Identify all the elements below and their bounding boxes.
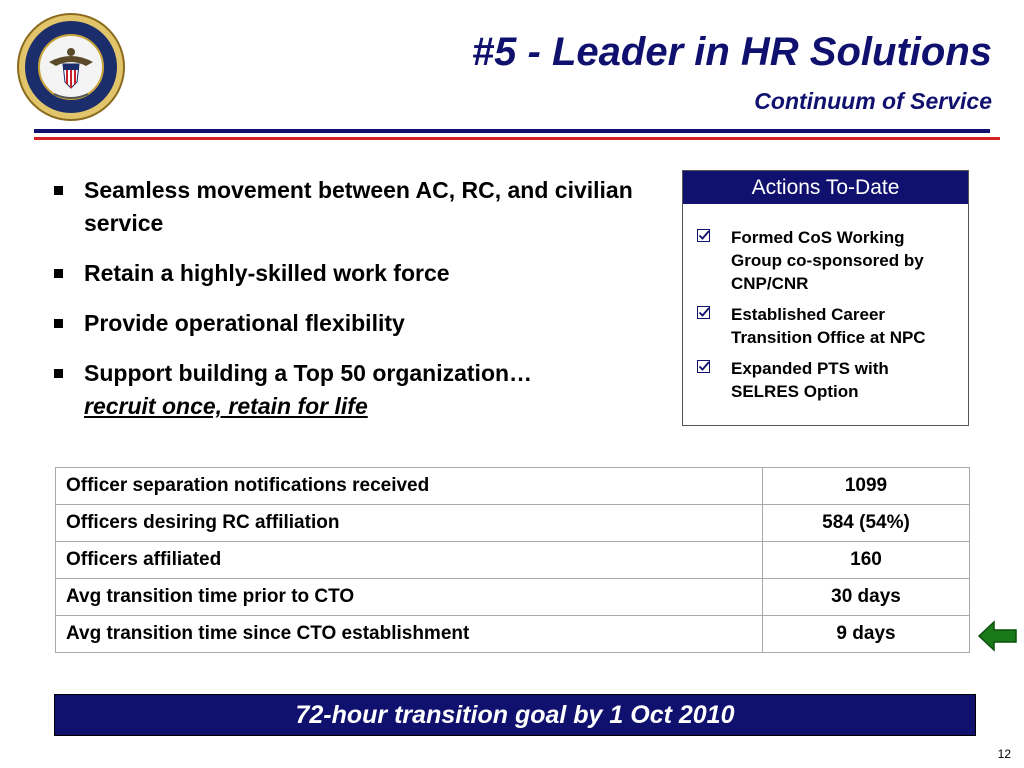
navy-seal-icon [16,12,126,122]
bullet-item [52,357,662,423]
stat-value: 584 (54%) [763,505,970,542]
actions-panel [682,170,969,426]
action-item [697,303,958,349]
table-row [56,579,970,616]
stat-value: 9 days [763,616,970,653]
table-row [56,542,970,579]
stat-value: 160 [763,542,970,579]
actions-header: Actions To-Date [683,171,968,204]
actions-list [683,204,968,403]
header-rule-red [34,137,1000,140]
bullet-square-icon [54,269,63,278]
table-row [56,616,970,653]
bullet-text: Provide operational flexibility [84,310,405,336]
stat-label: Avg transition time prior to CTO [56,579,763,616]
action-text: Formed CoS Working Group co-sponsored by CNP/CNR [731,228,924,293]
table-row [56,505,970,542]
bullet-square-icon [54,319,63,328]
bullet-item [52,257,662,290]
bullet-square-icon [54,369,63,378]
action-text: Established Career Transition Office at NPC [731,305,926,347]
stat-label: Officers affiliated [56,542,763,579]
slide-subtitle: Continuum of Service [754,88,992,114]
header-rule-blue [34,129,990,133]
table-row [56,468,970,505]
bullet-text: Retain a highly-skilled work force [84,260,450,286]
checkbox-checked-icon [697,229,710,242]
left-arrow-icon [978,620,1018,652]
page-number: 12 [997,747,1011,761]
bullet-text: Support building a Top 50 organization… [84,360,533,386]
stat-value: 30 days [763,579,970,616]
action-item [697,226,958,295]
bullet-list [52,174,662,440]
bullet-item [52,174,662,240]
bullet-emphasis: recruit once, retain for life [84,393,368,419]
bullet-item [52,307,662,340]
checkbox-checked-icon [697,306,710,319]
action-text: Expanded PTS with SELRES Option [731,359,889,401]
bullet-square-icon [54,186,63,195]
stat-label: Officer separation notifications received [56,468,763,505]
stat-value: 1099 [763,468,970,505]
stat-label: Officers desiring RC affiliation [56,505,763,542]
stat-label: Avg transition time since CTO establishment [56,616,763,653]
bullet-text: Seamless movement between AC, RC, and civilian service [84,177,633,236]
action-item [697,357,958,403]
stats-table [55,467,970,653]
checkbox-checked-icon [697,360,710,373]
goal-banner: 72-hour transition goal by 1 Oct 2010 [54,694,976,736]
slide-title: #5 - Leader in HR Solutions [471,30,992,74]
